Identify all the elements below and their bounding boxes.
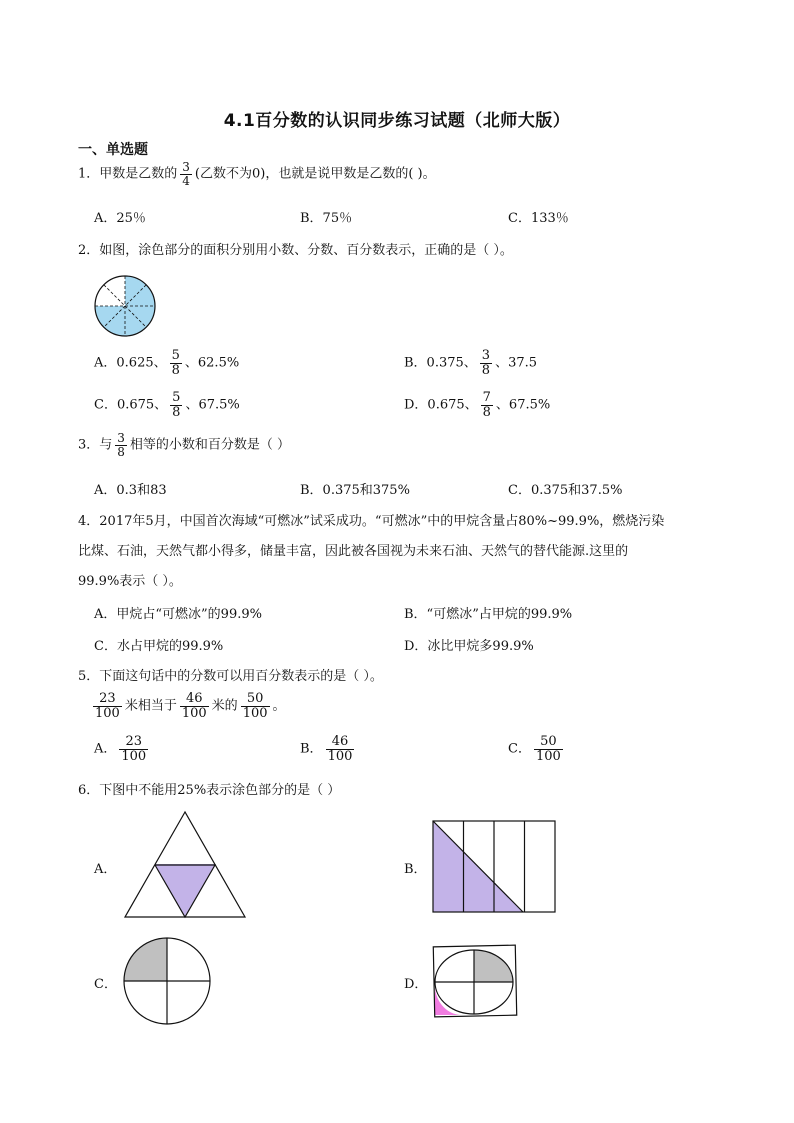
option-6d-label[interactable]: D． (404, 977, 428, 992)
fraction (534, 735, 563, 763)
fraction-denominator: 100 (121, 748, 147, 764)
fraction (180, 692, 209, 720)
option-2d-decimal: D．0.675、 (404, 397, 478, 413)
fraction-numerator: 50 (241, 692, 270, 707)
option-3b[interactable]: B．0.375和375% (300, 483, 410, 498)
option-2c[interactable] (94, 391, 240, 419)
fraction (170, 349, 182, 377)
option-5c[interactable] (508, 735, 566, 763)
fraction-denominator: 100 (327, 748, 353, 764)
option-2b[interactable] (404, 349, 537, 377)
rectangle-figure[interactable] (432, 820, 556, 914)
option-4b[interactable]: B．“可燃冰”占甲烷的99.9% (404, 607, 573, 622)
option-2b-decimal: B．0.375、 (404, 355, 477, 371)
fraction-numerator: 5 (172, 390, 181, 405)
section-heading: 一、单选题 (78, 142, 148, 158)
fraction (241, 692, 270, 720)
shaded-circle-figure (94, 275, 156, 337)
option-label: C． (508, 741, 531, 757)
fraction-numerator: 23 (93, 692, 122, 707)
fraction-denominator: 8 (482, 404, 491, 420)
fraction-numerator: 3 (182, 160, 190, 174)
fraction-numerator: 3 (481, 348, 491, 363)
option-1c[interactable]: C．133％ (508, 211, 569, 226)
option-5a[interactable] (94, 735, 151, 763)
fraction-denominator: 100 (95, 705, 120, 721)
fraction (481, 391, 493, 419)
fraction-numerator: 5 (171, 348, 180, 363)
option-2d[interactable] (404, 391, 550, 419)
question-1-prefix: 1．甲数是乙数的 (78, 166, 178, 182)
option-3a[interactable]: A．0.3和83 (94, 483, 167, 498)
page-title: 4.1百分数的认识同步练习试题（北师大版） (223, 111, 571, 131)
sentence-text: 。 (272, 698, 286, 714)
pink-corner (435, 982, 462, 1015)
question-2: 2．如图，涂色部分的面积分别用小数、分数、百分数表示，正确的是（ ）。 (78, 243, 513, 258)
quartered-circle-figure[interactable] (123, 937, 213, 1027)
option-2b-percent: 、37.5 (495, 355, 538, 371)
fraction-denominator: 100 (181, 705, 207, 721)
fraction-numerator: 7 (482, 390, 491, 405)
shaded-middle-triangle (155, 864, 215, 916)
fraction (119, 735, 148, 763)
fraction-numerator: 46 (326, 735, 355, 750)
option-6c-label[interactable]: C． (94, 977, 117, 992)
fraction-numerator: 46 (180, 692, 209, 707)
fraction-denominator: 8 (172, 404, 181, 420)
option-label: A． (94, 741, 117, 757)
question-5: 5．下面这句话中的分数可以用百分数表示的是（ ）。 (78, 669, 383, 684)
option-2c-percent: 、67.5% (185, 397, 240, 413)
question-3-suffix: 相等的小数和百分数是（ ） (129, 437, 291, 453)
fraction-numerator: 3 (117, 431, 125, 445)
option-label: B． (300, 741, 323, 757)
fraction (180, 161, 192, 187)
fraction (93, 692, 122, 720)
question-6: 6．下图中不能用25%表示涂色部分的是（ ） (78, 783, 341, 798)
sentence-text: 米相当于 (124, 698, 177, 714)
fraction (326, 735, 355, 763)
fraction (115, 432, 127, 458)
option-4a[interactable]: A．甲烷占“可燃冰”的99.9% (94, 607, 262, 622)
fraction-denominator: 100 (242, 705, 268, 721)
option-2a[interactable] (94, 349, 239, 377)
fraction-denominator: 8 (171, 362, 180, 378)
option-2d-percent: 、67.5% (495, 397, 551, 413)
question-1 (78, 161, 436, 187)
fraction-denominator: 100 (535, 748, 561, 764)
option-6a-label[interactable]: A． (94, 862, 117, 877)
option-5b[interactable] (300, 735, 357, 763)
option-1a[interactable]: A．25％ (94, 211, 146, 226)
fraction-denominator: 8 (117, 444, 125, 459)
question-3 (78, 432, 290, 458)
fraction (480, 349, 492, 377)
sentence-text: 米的 (211, 698, 238, 714)
option-6b-label[interactable]: B． (404, 862, 427, 877)
fraction (170, 391, 182, 419)
option-4d[interactable]: D．冰比甲烷多99.9% (404, 639, 534, 654)
question-4-line-2: 比煤、石油，天然气都小得多，储量丰富，因此被各国视为未来石油、天然气的替代能源.这里的 (78, 544, 629, 559)
fraction-denominator: 8 (481, 362, 491, 378)
option-2a-percent: 、62.5% (184, 355, 240, 371)
option-1b[interactable]: B．75％ (300, 211, 353, 226)
fraction-numerator: 23 (119, 735, 148, 750)
option-4c[interactable]: C．水占甲烷的99.9% (94, 639, 224, 654)
option-2c-decimal: C．0.675、 (94, 397, 168, 413)
ellipse-in-square-figure[interactable] (432, 944, 518, 1018)
question-4-line-1: 4．2017年5月，中国首次海域“可燃冰”试采成功。“可燃冰”中的甲烷含量占80%~99.9%，燃烧污染 (78, 514, 665, 529)
triangle-figure[interactable] (124, 812, 246, 920)
question-3-prefix: 3．与 (78, 437, 113, 453)
fraction-numerator: 50 (534, 735, 563, 750)
option-3c[interactable]: C．0.375和37.5% (508, 483, 623, 498)
question-5-sentence (90, 692, 286, 720)
question-4-line-3: 99.9%表示（ ）。 (78, 574, 182, 589)
question-1-suffix: (乙数不为0)，也就是说甲数是乙数的( )。 (194, 166, 436, 182)
option-2a-decimal: A．0.625、 (94, 355, 167, 371)
fraction-denominator: 4 (182, 173, 190, 188)
